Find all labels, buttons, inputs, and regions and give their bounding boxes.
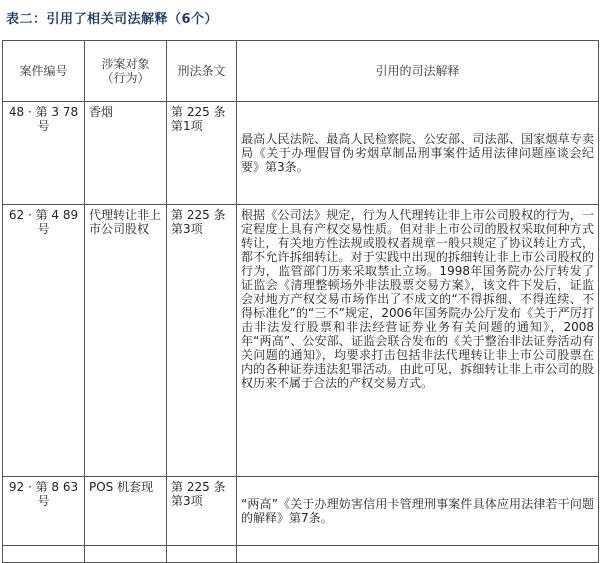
empty-cell bbox=[167, 546, 237, 563]
judicial-interpretation-table bbox=[2, 40, 599, 563]
empty-cell bbox=[85, 546, 167, 563]
table-row bbox=[3, 205, 599, 477]
header-interpretation: 引用的司法解释 bbox=[237, 41, 599, 102]
empty-cell bbox=[237, 546, 599, 563]
case-no-cell: 92 · 第 8 63号 bbox=[3, 477, 85, 546]
interpretation-cell: 最高人民法院、最高人民检察院、公安部、司法部、国家烟草专卖局《关于办理假冒伪劣烟草制品刑事案件适用法律问题座谈会纪要》第3条。 bbox=[237, 102, 599, 205]
article-cell: 第 225 条第3项 bbox=[167, 477, 237, 546]
article-cell: 第 225 条第3项 bbox=[167, 205, 237, 477]
case-no-cell: 62 · 第 4 89号 bbox=[3, 205, 85, 477]
subject-cell: POS 机套现 bbox=[85, 477, 167, 546]
empty-cell bbox=[3, 546, 85, 563]
interpretation-cell: “两高”《关于办理妨害信用卡管理刑事案件具体应用法律若干问题的解释》第7条。 bbox=[237, 477, 599, 546]
article-cell: 第 225 条第1项 bbox=[167, 102, 237, 205]
header-row bbox=[3, 41, 599, 102]
header-subject: 涉案对象（行为） bbox=[85, 41, 167, 102]
header-article: 刑法条文 bbox=[167, 41, 237, 102]
table-row bbox=[3, 546, 599, 563]
subject-cell: 代理转让非上市公司股权 bbox=[85, 205, 167, 477]
subject-cell: 香烟 bbox=[85, 102, 167, 205]
case-no-cell: 48 · 第 3 78号 bbox=[3, 102, 85, 205]
table-row bbox=[3, 102, 599, 205]
table-row bbox=[3, 477, 599, 546]
interpretation-cell: 根据《公司法》规定，行为人代理转让非上市公司股权的行为，一定程度上具有产权交易性质。但对非上市公司的股权采取何种方式转让，有关地方性法规或股权者规章一般只规定了协议转让方式，都不允许拆细转让。对于实践中出现的拆细转让非上市公司股权的行为，监管部门历来采取禁止立场。1998年国务院办公厅转发了证监会《清理整顿场外非法股票交易方案》，该文件下发后，证监会对地方产权交易市场作出了不成文的“不得拆细、不得连续、不得标准化”的“三不”规定，2006年国务院办公厅发布《关于严厉打击非法发行股票和非法经营证券业务有关问题的通知》，2008年“两高”、公安部、证监会联合发布的《关于整治非法证券活动有关问题的通知》，均要求打击包括非法代理转让非上市公司股票在内的各种证券违法犯罪活动。由此可见，拆细转让非上市公司的股权历来不属于合法的产权交易方式。 bbox=[237, 205, 599, 477]
header-case-no: 案件编号 bbox=[3, 41, 85, 102]
table-title: 表二：引用了相关司法解释（6个） bbox=[6, 12, 219, 27]
